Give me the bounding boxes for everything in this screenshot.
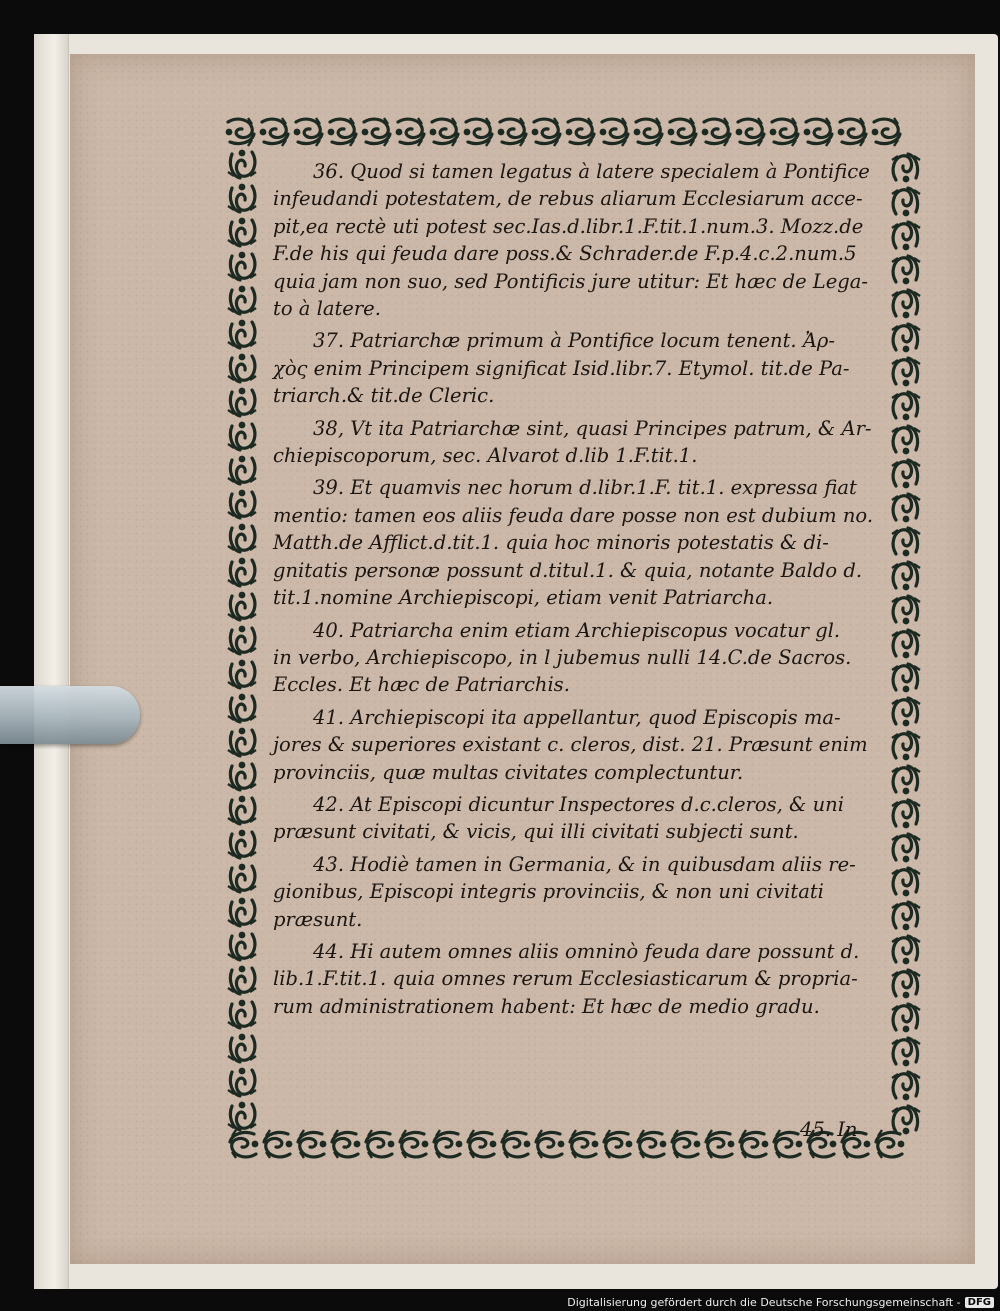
border-ornament xyxy=(228,830,256,858)
border-ornament xyxy=(892,732,920,760)
text-line: lib.1.F.tit.1. quia omnes rerum Ecclesiasticarum & propria- xyxy=(273,967,858,991)
text-line: triarch.& tit.de Cleric. xyxy=(273,384,495,408)
border-ornament xyxy=(228,626,256,654)
border-ornament xyxy=(228,456,256,484)
text-line: jores & superiores existant c. cleros, dist. 21. Præsunt enim xyxy=(273,733,868,757)
border-ornament xyxy=(228,320,256,348)
border-ornament xyxy=(770,118,798,146)
border-ornament xyxy=(600,118,628,146)
catchword: 45. In xyxy=(800,1118,858,1141)
border-ornament xyxy=(430,118,458,146)
text-line: 37. Patriarchæ primum à Pontifice locum tenent. Ἀρ- xyxy=(313,329,835,353)
text-line: mentio: tamen eos aliis feuda dare posse non est dubium no. xyxy=(273,503,874,527)
paragraph xyxy=(273,851,883,933)
border-ornament xyxy=(892,358,920,386)
paragraph xyxy=(273,617,883,699)
border-ornament xyxy=(892,426,920,454)
border-ornament xyxy=(892,1038,920,1066)
text-line: 39. Et quamvis nec horum d.libr.1.F. tit.1. expressa fiat xyxy=(313,476,857,500)
paragraph xyxy=(273,938,883,1020)
border-ornament xyxy=(228,150,256,178)
border-ornament xyxy=(892,970,920,998)
border-ornament xyxy=(672,1130,700,1158)
border-ornament xyxy=(804,118,832,146)
border-ornament xyxy=(228,932,256,960)
text-line: præsunt. xyxy=(273,907,363,931)
text-line: rum administrationem habent: Et hæc de medio gradu. xyxy=(273,994,820,1018)
border-ornament xyxy=(228,1102,256,1130)
border-ornament xyxy=(228,966,256,994)
text-line: Eccles. Et hæc de Patriarchis. xyxy=(273,673,570,697)
border-ornament xyxy=(502,1130,530,1158)
border-ornament xyxy=(228,286,256,314)
border-ornament xyxy=(328,118,356,146)
border-ornament xyxy=(892,256,920,284)
border-ornament xyxy=(892,664,920,692)
border-ornament xyxy=(226,118,254,146)
border-ornament xyxy=(228,558,256,586)
border-ornament xyxy=(230,1130,258,1158)
text-line: pit,ea rectè uti potest sec.Ias.d.libr.1.F.tit.1.num.3. Mozz.de xyxy=(273,214,864,238)
border-ornament xyxy=(838,118,866,146)
text-line: 42. At Episcopi dicuntur Inspectores d.c.cleros, & uni xyxy=(313,792,844,816)
border-ornament xyxy=(228,218,256,246)
border-ornament xyxy=(264,1130,292,1158)
border-ornament xyxy=(228,388,256,416)
border-ornament xyxy=(740,1130,768,1158)
border-ornament xyxy=(228,490,256,518)
text-line: in verbo, Archiepiscopo, in l jubemus nulli 14.C.de Sacros. xyxy=(273,645,852,669)
text-line: 38, Vt ita Patriarchæ sint, quasi Principes patrum, & Ar- xyxy=(313,416,872,440)
text-line: 44. Hi autem omnes aliis omninò feuda dare possunt d. xyxy=(313,939,860,963)
border-ornament xyxy=(228,762,256,790)
text-line: Matth.de Afflict.d.tit.1. quia hoc minoris potestatis & di- xyxy=(273,531,829,555)
footer-text: Digitalisierung gefördert durch die Deutsche Forschungsgemeinschaft - xyxy=(567,1296,961,1309)
border-ornament xyxy=(498,118,526,146)
paragraph xyxy=(273,158,883,322)
board-spine xyxy=(34,34,69,1289)
border-ornament xyxy=(892,562,920,590)
border-ornament xyxy=(228,728,256,756)
border-ornament xyxy=(892,188,920,216)
border-ornament xyxy=(468,1130,496,1158)
text-line: 40. Patriarcha enim etiam Archiepiscopus vocatur gl. xyxy=(313,618,841,642)
border-ornament xyxy=(892,460,920,488)
text-line: 43. Hodiè tamen in Germania, & in quibusdam aliis re- xyxy=(313,852,856,876)
border-ornament xyxy=(536,1130,564,1158)
border-ornament xyxy=(228,898,256,926)
text-line: tit.1.nomine Archiepiscopi, etiam venit Patriarcha. xyxy=(273,586,774,610)
border-ornament xyxy=(532,118,560,146)
border-ornament xyxy=(228,252,256,280)
border-ornament xyxy=(892,494,920,522)
border-ornament xyxy=(668,118,696,146)
text-line: to à latere. xyxy=(273,297,381,321)
border-ornament xyxy=(892,290,920,318)
paragraph xyxy=(273,474,883,611)
text-line: 41. Archiepiscopi ita appellantur, quod Episcopis ma- xyxy=(313,705,841,729)
border-ornament xyxy=(570,1130,598,1158)
plastic-page-clip xyxy=(0,686,140,744)
border-ornament xyxy=(892,902,920,930)
border-ornament xyxy=(892,154,920,182)
text-line: præsunt civitati, & vicis, qui illi civitati subjecti sunt. xyxy=(273,820,799,844)
border-ornament xyxy=(872,118,900,146)
border-ornament xyxy=(706,1130,734,1158)
paragraph xyxy=(273,704,883,786)
border-ornament xyxy=(736,118,764,146)
paragraph xyxy=(273,415,883,470)
border-ornament xyxy=(400,1130,428,1158)
border-ornament xyxy=(228,1034,256,1062)
border-ornament xyxy=(892,766,920,794)
border-ornament xyxy=(434,1130,462,1158)
digitization-footer xyxy=(567,1296,994,1309)
border-ornament xyxy=(892,528,920,556)
border-ornament xyxy=(634,118,662,146)
dfg-logo: DFG xyxy=(965,1297,994,1308)
border-ornament xyxy=(228,694,256,722)
border-ornament xyxy=(892,1072,920,1100)
border-ornament xyxy=(228,796,256,824)
text-line: chiepiscoporum, sec. Alvarot d.lib 1.F.tit.1. xyxy=(273,444,698,468)
border-ornament xyxy=(298,1130,326,1158)
text-line: gnitatis personæ possunt d.titul.1. & quia, notante Baldo d. xyxy=(273,558,863,582)
border-ornament xyxy=(366,1130,394,1158)
border-ornament xyxy=(774,1130,802,1158)
border-ornament xyxy=(228,184,256,212)
border-ornament xyxy=(892,800,920,828)
border-ornament xyxy=(228,354,256,382)
text-line: provinciis, quæ multas civitates complectuntur. xyxy=(273,760,744,784)
border-ornament xyxy=(566,118,594,146)
text-line: quia jam non suo, sed Pontificis jure utitur: Et hæc de Lega- xyxy=(273,269,868,293)
text-line: gionibus, Episcopi integris provinciis, & non uni civitati xyxy=(273,880,824,904)
paragraph xyxy=(273,791,883,846)
border-ornament xyxy=(396,118,424,146)
border-ornament xyxy=(892,834,920,862)
border-ornament xyxy=(892,698,920,726)
border-ornament xyxy=(892,630,920,658)
text-line: χὸς enim Principem significat Isid.libr.7. Etymol. tit.de Pa- xyxy=(273,356,850,380)
border-ornament xyxy=(892,392,920,420)
border-ornament xyxy=(876,1130,904,1158)
border-ornament xyxy=(294,118,322,146)
border-ornament xyxy=(228,422,256,450)
border-ornament xyxy=(702,118,730,146)
border-ornament xyxy=(892,868,920,896)
text-line: infeudandi potestatem, de rebus aliarum Ecclesiarum acce- xyxy=(273,187,863,211)
text-line: 36. Quod si tamen legatus à latere specialem à Pontifice xyxy=(313,160,870,183)
border-ornament xyxy=(638,1130,666,1158)
border-ornament xyxy=(332,1130,360,1158)
border-ornament xyxy=(892,324,920,352)
border-ornament xyxy=(228,524,256,552)
paragraph xyxy=(273,327,883,409)
border-ornament xyxy=(228,864,256,892)
border-ornament xyxy=(892,1106,920,1134)
border-ornament xyxy=(228,592,256,620)
border-ornament xyxy=(892,222,920,250)
border-ornament xyxy=(362,118,390,146)
border-ornament xyxy=(260,118,288,146)
border-ornament xyxy=(228,660,256,688)
page-text xyxy=(273,158,883,1025)
border-ornament xyxy=(892,936,920,964)
border-ornament xyxy=(228,1000,256,1028)
border-ornament xyxy=(892,596,920,624)
border-ornament xyxy=(892,1004,920,1032)
border-ornament xyxy=(228,1068,256,1096)
border-ornament xyxy=(604,1130,632,1158)
border-ornament xyxy=(464,118,492,146)
text-line: F.de his qui feuda dare poss.& Schrader.de F.p.4.c.2.num.5 xyxy=(273,242,857,266)
